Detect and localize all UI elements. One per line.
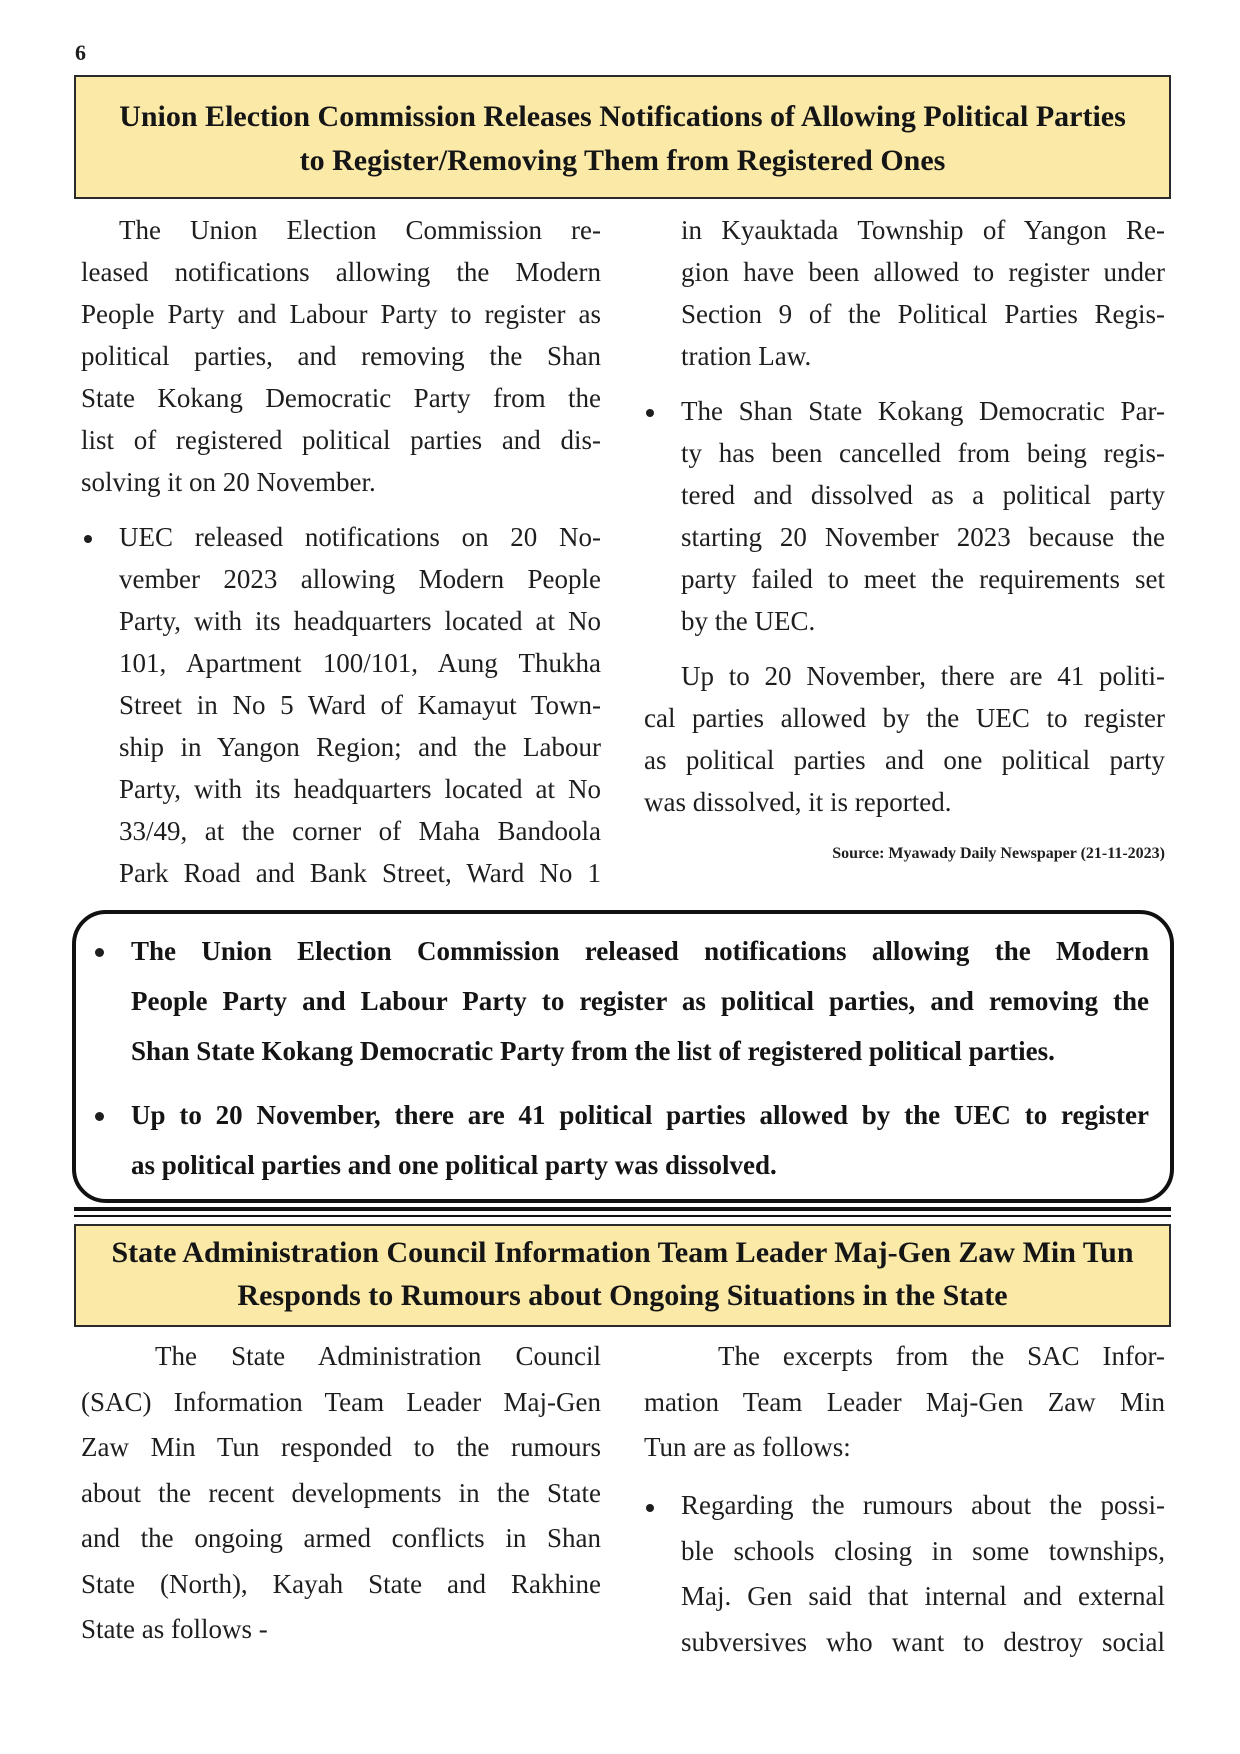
article-1-bullet-registration-text-line: Party, with its headquarters located at No (119, 606, 601, 636)
highlight-bullet-count-text (131, 1090, 1149, 1190)
article-2-intro-paragraph-line: State as follows - (81, 1614, 268, 1644)
article-1-intro-paragraph-line: leased notifications allowing the Modern (81, 257, 601, 287)
article-2-title-box (74, 1224, 1171, 1327)
article-1-bullet-registration-continued (644, 209, 1165, 377)
article-1-bullet-registration-continued-text-line: tration Law. (681, 341, 812, 371)
article-2-intro-paragraph-line: (SAC) Information Team Leader Maj-Gen (81, 1386, 601, 1417)
article-1-intro-paragraph-line: solving it on 20 November. (81, 467, 376, 497)
article-2-bullet-schools-text-line: Maj. Gen said that internal and external (681, 1581, 1165, 1611)
highlight-bullet-notifications-text-line: People Party and Labour Party to register as political parties, and removing the (131, 986, 1149, 1016)
section-divider-thick (74, 1207, 1171, 1211)
article-1-closing-paragraph (644, 655, 1165, 823)
article-2-intro-paragraph-line: Zaw Min Tun responded to the rumours (81, 1432, 601, 1462)
highlight-bullet-notifications-text (131, 926, 1149, 1076)
article-1-bullet-dissolution-text-line: by the UEC. (681, 606, 816, 636)
article-1-bullet-registration-text-line: vember 2023 allowing Modern People (119, 564, 601, 594)
article-1-bullet-registration-text-line: UEC released notifications on 20 No- (119, 522, 601, 552)
article-2-title-line: Responds to Rumours about Ongoing Situations in the State (237, 1279, 1008, 1312)
highlight-bullet-count-text-line: Up to 20 November, there are 41 political parties allowed by the UEC to register (131, 1100, 1149, 1130)
highlight-bullet-count (131, 1090, 1149, 1190)
highlight-bullet-notifications (131, 926, 1149, 1076)
article-2-intro-paragraph-line: and the ongoing armed conflicts in Shan (81, 1523, 601, 1553)
article-1-bullet-registration-text-line: Park Road and Bank Street, Ward No 1 (119, 858, 601, 888)
article-1-bullet-registration-continued-text-line: gion have been allowed to register under (681, 257, 1165, 287)
highlight-bullet-notifications-text-line: Shan State Kokang Democratic Party from the list of registered political parties. (131, 1036, 1055, 1066)
article-1-bullet-dissolution-text-line: party failed to meet the requirements set (681, 564, 1165, 594)
article-2-excerpts-intro-line: mation Team Leader Maj-Gen Zaw Min (644, 1386, 1165, 1417)
highlight-bullet-notifications-text-line: The Union Election Commission released notifications allowing the Modern (131, 936, 1149, 966)
article-1-bullet-registration-continued-text-line: in Kyauktada Township of Yangon Re- (681, 215, 1165, 245)
article-1-bullet-registration-text-line: Street in No 5 Ward of Kamayut Town- (119, 690, 601, 720)
article-1-title-line: to Register/Removing Them from Registered Ones (299, 144, 946, 177)
bullet-dot-icon (95, 1112, 104, 1121)
article-2-bullet-schools-text (681, 1483, 1165, 1665)
article-2-excerpts-intro-line: Tun are as follows: (644, 1432, 851, 1462)
article-2-bullet-schools-text-line: subversives who want to destroy social (681, 1626, 1165, 1657)
article-1-bullet-dissolution (644, 390, 1165, 642)
highlight-bullet-count-text-line: as political parties and one political party was dissolved. (131, 1150, 777, 1180)
highlights-box (72, 910, 1174, 1203)
article-2-title-line: State Administration Council Information Team Leader Maj-Gen Zaw Min Tun (111, 1236, 1134, 1269)
article-1-closing-paragraph-line: cal parties allowed by the UEC to register (644, 703, 1165, 733)
article-1-closing-paragraph-line: as political parties and one political party (644, 745, 1165, 775)
article-1-title-box (74, 75, 1171, 199)
article-1-bullet-registration-text (119, 516, 601, 894)
article-1-bullet-registration-text-line: ship in Yangon Region; and the Labour (119, 732, 601, 762)
article-2-title (76, 1231, 1169, 1317)
bullet-dot-icon (646, 1504, 654, 1512)
article-2-excerpts-intro-line: The excerpts from the SAC Infor- (718, 1341, 1165, 1371)
article-2-intro-paragraph-line: The State Administration Council (155, 1341, 601, 1371)
article-1-bullet-registration-continued-text-line: Section 9 of the Political Parties Regis- (681, 299, 1165, 329)
article-1-intro-paragraph (81, 209, 601, 503)
article-1-closing-paragraph-line: Up to 20 November, there are 41 politi- (681, 661, 1165, 691)
article-1-title-line: Union Election Commission Releases Notifications of Allowing Political Parties (119, 100, 1126, 133)
bullet-dot-icon (95, 948, 104, 957)
article-1-intro-paragraph-line: The Union Election Commission re- (119, 215, 601, 245)
article-1-bullet-registration-continued-text (681, 209, 1165, 377)
article-1-source: Source: Myawady Daily Newspaper (21-11-2023) (832, 845, 1165, 862)
article-1-bullet-registration-text-line: 33/49, at the corner of Maha Bandoola (119, 816, 601, 846)
article-1-bullet-dissolution-text (681, 390, 1165, 642)
article-1-title (76, 95, 1169, 183)
article-1-bullet-registration-text-line: Party, with its headquarters located at No (119, 774, 601, 804)
article-1-intro-paragraph-line: political parties, and removing the Shan (81, 341, 601, 371)
article-1-bullet-dissolution-text-line: starting 20 November 2023 because the (681, 522, 1165, 552)
article-2-intro-paragraph-line: about the recent developments in the State (81, 1477, 601, 1508)
section-divider-thin (74, 1215, 1171, 1217)
article-2-bullet-schools (644, 1483, 1165, 1665)
article-2-excerpts-intro (644, 1334, 1165, 1471)
article-1-bullet-dissolution-text-line: tered and dissolved as a political party (681, 480, 1165, 510)
bullet-dot-icon (646, 409, 654, 417)
article-1-intro-paragraph-line: list of registered political parties and dis- (81, 425, 601, 455)
article-1-intro-paragraph-line: People Party and Labour Party to register as (81, 299, 601, 329)
article-1-intro-paragraph-line: State Kokang Democratic Party from the (81, 383, 601, 413)
article-2-bullet-schools-text-line: ble schools closing in some townships, (681, 1535, 1165, 1566)
article-2-bullet-schools-text-line: Regarding the rumours about the possi- (681, 1490, 1165, 1520)
article-2-intro-paragraph-line: State (North), Kayah State and Rakhine (81, 1568, 601, 1599)
article-1-bullet-dissolution-text-line: ty has been cancelled from being regis- (681, 438, 1165, 468)
article-1-bullet-registration-text-line: 101, Apartment 100/101, Aung Thukha (119, 648, 601, 678)
page-number: 6 (75, 40, 86, 65)
article-1-bullet-dissolution-text-line: The Shan State Kokang Democratic Par- (681, 396, 1165, 426)
article-2-intro-paragraph (81, 1334, 601, 1653)
article-1-closing-paragraph-line: was dissolved, it is reported. (644, 787, 952, 817)
article-1-bullet-registration (81, 516, 601, 894)
bullet-dot-icon (84, 535, 92, 543)
